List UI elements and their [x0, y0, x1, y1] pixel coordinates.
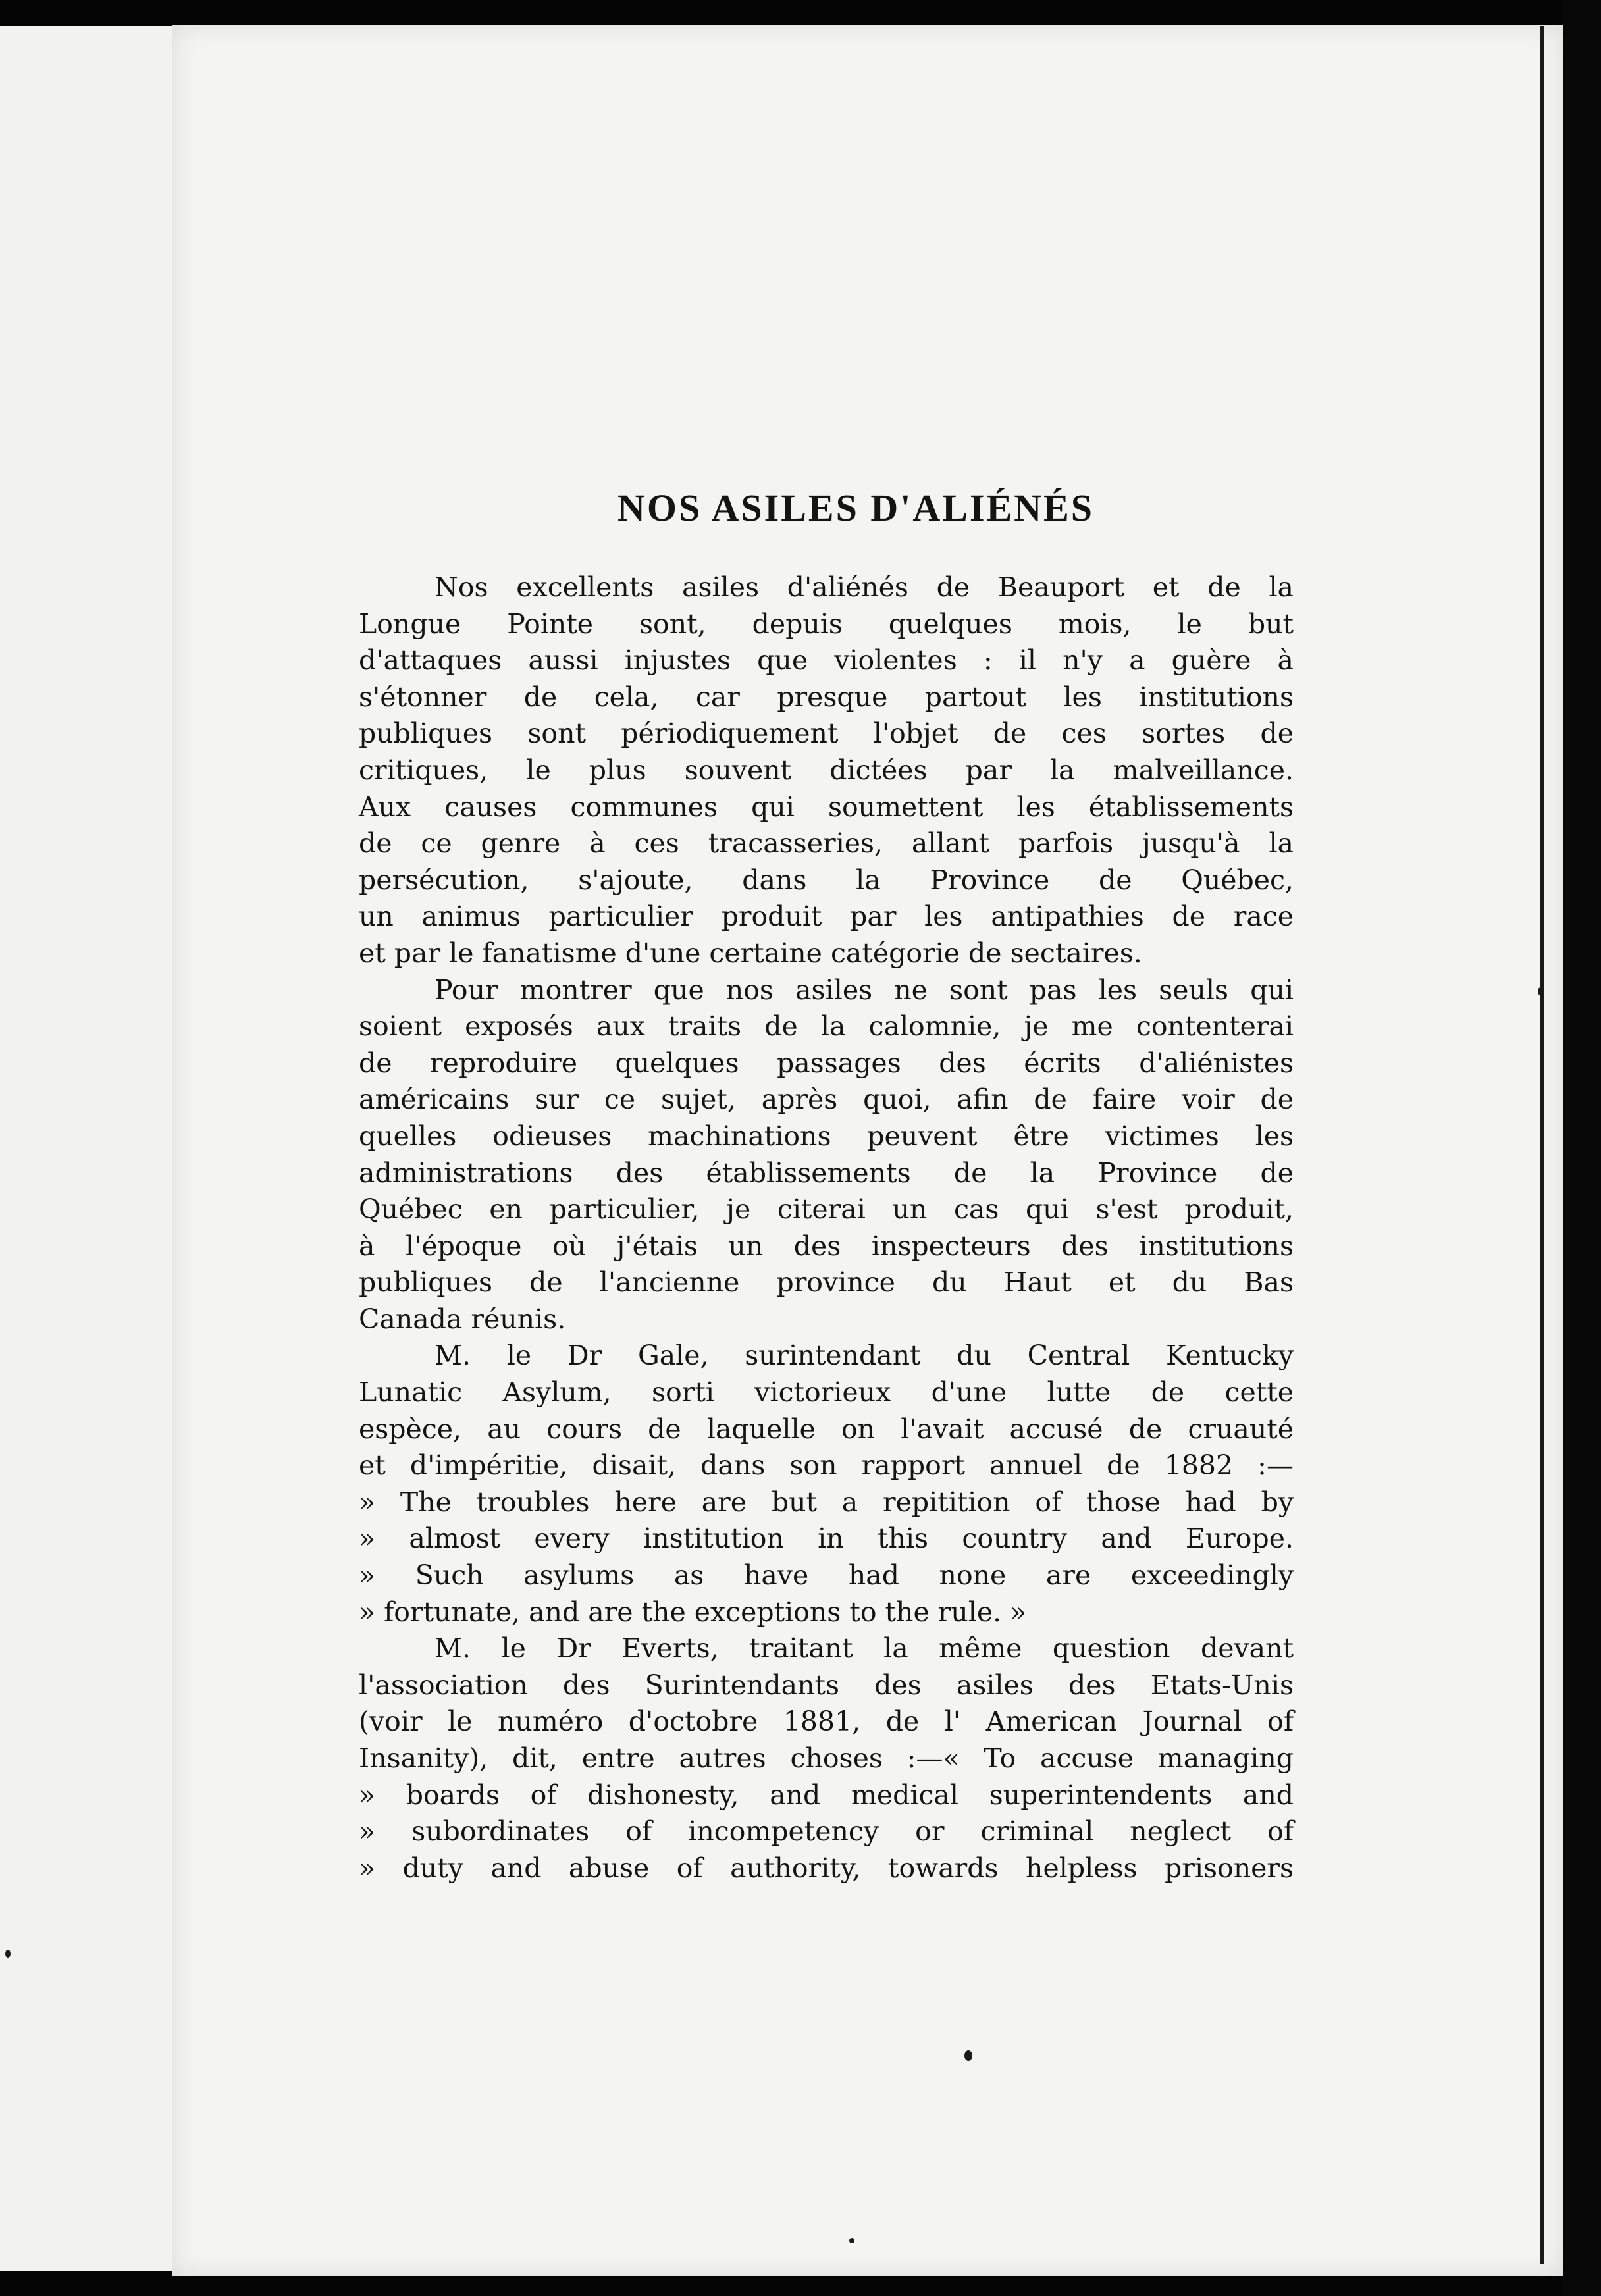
text-line: » The troubles here are but a repitition of those had by: [359, 1486, 1294, 1518]
paragraph-4: [359, 1631, 1294, 1887]
text-line: Longue Pointe sont, depuis quelques mois, le but: [359, 608, 1294, 640]
ink-speck: [964, 2050, 972, 2061]
text-line: un animus particulier produit par les antipathies de race: [359, 900, 1294, 933]
text-line: publiques sont périodiquement l'objet de ces sortes de: [359, 718, 1294, 750]
text-line: (voir le numéro d'octobre 1881, de l' American Journal of: [359, 1706, 1294, 1738]
text-line: » duty and abuse of authority, towards helpless prisoners: [359, 1852, 1294, 1884]
text-line: Québec en particulier, je citerai un cas qui s'est produit,: [359, 1193, 1294, 1226]
text-line: M. le Dr Gale, surintendant du Central Kentucky: [434, 1340, 1294, 1372]
text-line: Lunatic Asylum, sorti victorieux d'une lutte de cette: [359, 1376, 1294, 1409]
text-line: quelles odieuses machinations peuvent être victimes les: [359, 1120, 1294, 1152]
ink-speck: [849, 2238, 854, 2243]
page-title: NOS ASILES D'ALIÉNÉS: [617, 486, 1095, 529]
text-line: Nos excellents asiles d'aliénés de Beauport et de la: [434, 571, 1294, 603]
ink-speck: [1538, 987, 1543, 995]
text-line: américains sur ce sujet, après quoi, afin de faire voir de: [359, 1083, 1294, 1116]
page-edge-rule: [1540, 26, 1544, 2264]
text-line: Aux causes communes qui soumettent les établissements: [359, 791, 1294, 823]
text-line: » fortunate, and are the exceptions to the rule. »: [359, 1596, 1027, 1628]
scan-right-edge: [1563, 0, 1601, 2296]
text-line: soient exposés aux traits de la calomnie, je me contenterai: [359, 1010, 1294, 1043]
text-line: Canada réunis.: [359, 1303, 566, 1335]
paragraph-2: [359, 972, 1294, 1338]
text-line: » subordinates of incompetency or criminal neglect of: [359, 1815, 1294, 1848]
text-line: publiques de l'ancienne province du Haut et du Bas: [359, 1266, 1294, 1299]
text-line: espèce, au cours de laquelle on l'avait accusé de cruauté: [359, 1413, 1294, 1445]
text-line: l'association des Surintendants des asiles des Etats-Unis: [359, 1669, 1294, 1701]
paragraph-1: [359, 569, 1294, 972]
text-line: Pour montrer que nos asiles ne sont pas les seuls qui: [434, 974, 1294, 1006]
text-line: à l'époque où j'étais un des inspecteurs des institutions: [359, 1230, 1294, 1262]
text-line: s'étonner de cela, car presque partout les institutions: [359, 681, 1294, 713]
text-line: et d'impéritie, disait, dans son rapport annuel de 1882 :—: [359, 1449, 1294, 1482]
text-line: persécution, s'ajoute, dans la Province de Québec,: [359, 864, 1294, 896]
text-line: » almost every institution in this country and Europe.: [359, 1523, 1294, 1555]
text-line: administrations des établissements de la Province de: [359, 1157, 1294, 1189]
paragraph-3: [359, 1338, 1294, 1631]
text-line: M. le Dr Everts, traitant la même question devant: [434, 1632, 1294, 1665]
text-line: » Such asylums as have had none are exceedingly: [359, 1559, 1294, 1592]
text-line: critiques, le plus souvent dictées par la malveillance.: [359, 754, 1294, 786]
text-line: d'attaques aussi injustes que violentes : il n'y a guère à: [359, 644, 1294, 677]
ink-speck: [5, 1950, 11, 1958]
page-text: [359, 474, 1294, 1887]
text-line: » boards of dishonesty, and medical superintendents and: [359, 1779, 1294, 1811]
text-line: de ce genre à ces tracasseries, allant parfois jusqu'à la: [359, 827, 1294, 860]
facing-page-margin: [0, 26, 176, 2271]
text-line: et par le fanatisme d'une certaine catégorie de sectaires.: [359, 937, 1142, 969]
text-line: de reproduire quelques passages des écrits d'aliénistes: [359, 1047, 1294, 1079]
text-line: Insanity), dit, entre autres choses :—« To accuse managing: [359, 1742, 1294, 1774]
